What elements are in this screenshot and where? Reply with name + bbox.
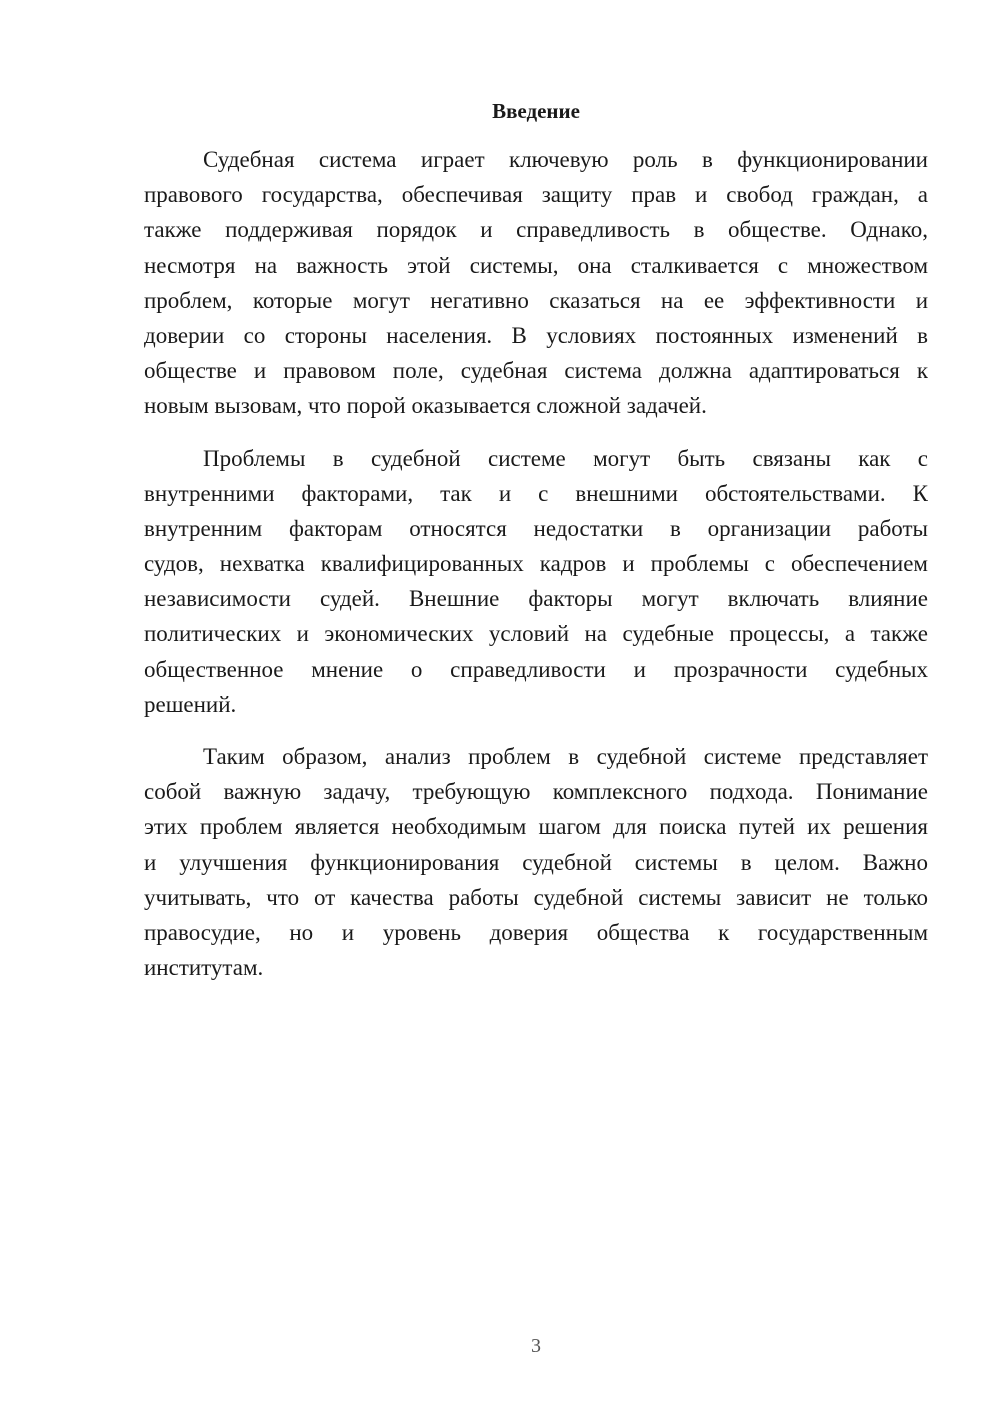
text-line: институтам. (144, 955, 264, 981)
text-line: новым вызовам, что порой оказывается сложной задачей. (144, 393, 707, 419)
text-line: Проблемы в судебной системе могут быть связаны как с (203, 445, 928, 471)
text-line: несмотря на важность этой системы, она сталкивается с множеством (144, 252, 928, 278)
text-line: внутренними факторами, так и с внешними обстоятельствами. К (144, 480, 928, 506)
text-line: решений. (144, 691, 237, 717)
paragraph-1 (144, 142, 928, 424)
paragraph-3 (144, 739, 928, 985)
text-line: и улучшения функционирования судебной системы в целом. Важно (144, 849, 928, 875)
text-line: внутренним факторам относятся недостатки в организации работы (144, 515, 928, 541)
text-line: Таким образом, анализ проблем в судебной системе представляет (203, 744, 928, 769)
text-line: этих проблем является необходимым шагом для поиска путей их решения (144, 814, 928, 840)
text-line: судов, нехватка квалифицированных кадров и проблемы с обеспечением (144, 551, 928, 577)
body-text (144, 142, 928, 985)
page-title: Введение (492, 99, 580, 123)
text-line: проблем, которые могут негативно сказаться на ее эффективности и (144, 287, 928, 313)
text-line: правового государства, обеспечивая защиту прав и свобод граждан, а (144, 182, 928, 208)
text-line: политических и экономических условий на судебные процессы, а также (144, 621, 928, 647)
text-line: правосудие, но и уровень доверия общества к государственным (144, 919, 928, 945)
text-line: собой важную задачу, требующую комплексного подхода. Понимание (144, 779, 928, 805)
text-line: обществе и правовом поле, судебная система должна адаптироваться к (144, 358, 928, 384)
text-line: Судебная система играет ключевую роль в функционировании (203, 147, 928, 172)
text-line: общественное мнение о справедливости и прозрачности судебных (144, 656, 928, 682)
text-line: учитывать, что от качества работы судебной системы зависит не только (144, 884, 928, 910)
text-line: доверии со стороны населения. В условиях постоянных изменений в (144, 322, 928, 348)
text-line: независимости судей. Внешние факторы могут включать влияние (144, 586, 928, 612)
paragraph-2 (144, 441, 928, 723)
page-number: 3 (531, 1335, 541, 1357)
text-line: также поддерживая порядок и справедливость в обществе. Однако, (144, 217, 928, 243)
